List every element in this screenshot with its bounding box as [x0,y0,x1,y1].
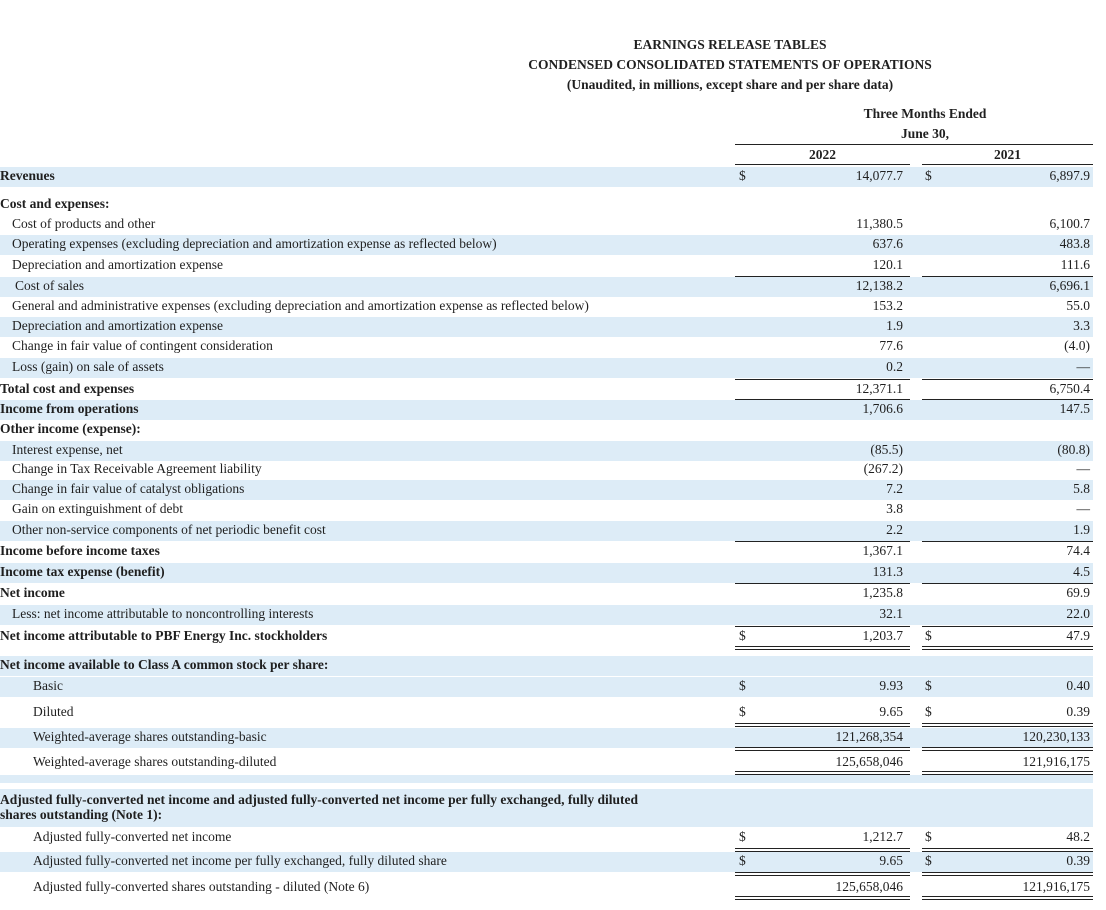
table-row [0,521,1093,541]
value-2021: 0.39 [1066,853,1090,868]
row-label: Net income [0,585,65,600]
currency-symbol-2022: $ [739,853,746,868]
row-label: Total cost and expenses [0,381,135,396]
table-row [0,677,1093,697]
table-row [0,317,1093,337]
table-row [0,563,1093,583]
table-row [0,337,1093,357]
value-2022: 77.6 [879,338,903,353]
value-2022: (85.5) [870,442,903,457]
value-2022: 0.2 [886,359,903,374]
table-row [0,500,1093,520]
value-2021: — [1076,359,1090,374]
value-2022: 1,706.6 [862,401,903,416]
currency-symbol-2021: $ [925,628,932,643]
adjusted-heading-band [0,789,1093,827]
rule-net-income-2021 [922,583,1093,584]
value-2022: 12,138.2 [855,278,903,293]
currency-symbol-2021: $ [925,678,932,693]
double-rule-shares-diluted-2022 [735,771,910,775]
row-label: Depreciation and amortization expense [12,257,224,272]
value-2021: 6,897.9 [1049,168,1090,183]
double-rule-adj-shares-2022 [735,896,910,900]
value-2021: — [1076,501,1090,516]
value-2021: 1.9 [1073,522,1090,537]
row-label: Less: net income attributable to noncontrolling interests [12,606,314,621]
value-2022: 14,077.7 [855,168,903,183]
value-2021: 47.9 [1066,628,1090,643]
value-2022: 2.2 [886,522,903,537]
value-2021: (4.0) [1064,338,1090,353]
value-2022: 1,235.8 [862,585,903,600]
double-rule-net-income-2022 [735,646,910,650]
value-2021: 3.3 [1073,318,1090,333]
value-2021: 74.4 [1066,543,1090,558]
value-2022: 121,268,354 [835,729,903,744]
table-row [0,728,1093,748]
value-2022: (267.2) [863,461,903,476]
currency-symbol-2022: $ [739,829,746,844]
adjusted-heading-line1: Adjusted fully-converted net income and adjusted fully-converted net income per fully exchanged, fully diluted [0,792,638,807]
value-2022: 32.1 [879,606,903,621]
rule-total-cost-2022 [735,379,910,380]
rule-income-ops-2021 [922,399,1093,400]
value-2021: 69.9 [1066,585,1090,600]
row-label: Income from operations [0,401,139,416]
table-row [0,235,1093,255]
currency-symbol-2022: $ [739,704,746,719]
row-label: Cost of sales [15,278,84,293]
currency-symbol-2022: $ [739,628,746,643]
row-label: Cost of products and other [12,216,156,231]
value-2022: 1.9 [886,318,903,333]
column-rule-2022 [735,164,910,165]
value-2021: 6,696.1 [1049,278,1090,293]
row-label: Loss (gain) on sale of assets [12,359,164,374]
value-2021: 121,916,175 [1022,879,1090,894]
rule-total-cost-2021 [922,379,1093,380]
table-row [0,852,1093,872]
double-rule-adj-shares-2021 [922,896,1093,900]
table-row [0,297,1093,317]
row-label: Income before income taxes [0,543,160,558]
double-rule-shares-basic-2021 [922,747,1093,751]
double-rule-adj-income-2021 [922,848,1093,852]
value-2022: 153.2 [872,298,903,313]
row-label: Weighted-average shares outstanding-diluted [33,754,277,769]
table-row [0,656,1093,676]
rule-income-before-tax-2021 [922,541,1093,542]
value-2022: 1,367.1 [862,543,903,558]
rule-net-income-attr-2022 [735,626,910,627]
double-rule-adj-income-2022 [735,848,910,852]
table-row [0,256,1093,276]
table-row [0,605,1093,625]
currency-symbol-2022: $ [739,168,746,183]
table-row [0,195,1093,215]
column-header-2021: 2021 [994,147,1021,162]
value-2022: 125,658,046 [835,754,903,769]
value-2021: (80.8) [1057,442,1090,457]
row-label: Diluted [33,704,74,719]
row-label: Depreciation and amortization expense [12,318,224,333]
period-label: Three Months Ended [863,106,987,121]
currency-symbol-2021: $ [925,704,932,719]
value-2022: 9.65 [879,853,903,868]
row-label: Operating expenses (excluding depreciation and amortization expense as reflected below) [12,236,497,251]
value-2021: 6,750.4 [1049,381,1090,396]
double-rule-eps-2021 [922,723,1093,727]
statement-title: CONDENSED CONSOLIDATED STATEMENTS OF OPERATIONS [528,57,932,72]
value-2022: 9.65 [879,704,903,719]
table-row [0,480,1093,500]
value-2022: 1,203.7 [862,628,903,643]
double-rule-eps-2022 [735,723,910,727]
value-2022: 11,380.5 [856,216,903,231]
value-2021: 4.5 [1073,564,1090,579]
table-row [0,584,1093,604]
value-2021: 6,100.7 [1049,216,1090,231]
table-row [0,277,1093,297]
row-label: Interest expense, net [12,442,123,457]
row-label: Net income attributable to PBF Energy Inc. stockholders [0,628,328,643]
row-label: Change in fair value of catalyst obligations [12,481,245,496]
table-row [0,167,1093,187]
row-label: Change in fair value of contingent consideration [12,338,273,353]
row-label: Adjusted fully-converted net income [33,829,232,844]
row-label: Other non-service components of net periodic benefit cost [12,522,326,537]
row-label: Basic [33,678,63,693]
row-label: Income tax expense (benefit) [0,564,165,579]
value-2022: 7.2 [886,481,903,496]
value-2021: 0.39 [1066,704,1090,719]
value-2022: 637.6 [872,236,903,251]
double-rule-adj-eps-2022 [735,872,910,876]
report-title: EARNINGS RELEASE TABLES [633,37,827,52]
row-label: Revenues [0,168,55,183]
rule-cost-of-sales-2021 [922,276,1093,277]
column-header-2022: 2022 [809,147,836,162]
double-rule-shares-basic-2022 [735,747,910,751]
table-row [0,627,1093,647]
value-2021: 121,916,175 [1022,754,1090,769]
table-row [0,358,1093,378]
row-label: Gain on extinguishment of debt [12,501,183,516]
value-2022: 12,371.1 [855,381,903,396]
currency-symbol-2021: $ [925,853,932,868]
currency-symbol-2022: $ [739,678,746,693]
row-label: Change in Tax Receivable Agreement liability [12,461,262,476]
value-2021: 55.0 [1066,298,1090,313]
adjusted-heading-line2: shares outstanding (Note 1): [0,807,163,822]
double-rule-shares-diluted-2021 [922,771,1093,775]
value-2021: — [1076,461,1090,476]
double-rule-adj-eps-2021 [922,872,1093,876]
rule-income-before-tax-2022 [735,541,910,542]
value-2022: 1,212.7 [862,829,903,844]
value-2022: 3.8 [886,501,903,516]
rule-cost-of-sales-2022 [735,276,910,277]
table-row [0,828,1093,848]
row-label: Net income available to Class A common stock per share: [0,657,329,672]
currency-symbol-2021: $ [925,168,932,183]
value-2022: 9.93 [879,678,903,693]
value-2021: 48.2 [1066,829,1090,844]
table-row [0,460,1093,480]
period-date: June 30, [900,126,949,141]
value-2021: 120,230,133 [1022,729,1090,744]
value-2022: 125,658,046 [835,879,903,894]
value-2022: 120.1 [872,257,903,272]
table-row [0,380,1093,400]
double-rule-net-income-2021 [922,646,1093,650]
statement-subtitle: (Unaudited, in millions, except share and per share data) [566,77,894,92]
table-row [0,420,1093,440]
spacer-band [0,775,1093,783]
currency-symbol-2021: $ [925,829,932,844]
row-label: Weighted-average shares outstanding-basic [33,729,267,744]
value-2021: 483.8 [1059,236,1090,251]
row-label: Cost and expenses: [0,196,110,211]
rule-income-ops-2022 [735,399,910,400]
row-label: General and administrative expenses (excluding depreciation and amortization expense as reflected below) [12,298,589,313]
value-2021: 22.0 [1066,606,1090,621]
table-row [0,542,1093,562]
table-row [0,215,1093,235]
rule-net-income-2022 [735,583,910,584]
value-2021: 5.8 [1073,481,1090,496]
value-2021: 147.5 [1059,401,1090,416]
table-row [0,441,1093,461]
row-label: Other income (expense): [0,421,141,436]
value-2021: 111.6 [1060,257,1090,272]
column-rule-2021 [922,164,1093,165]
table-row [0,703,1093,723]
table-row [0,878,1093,898]
rule-net-income-attr-2021 [922,626,1093,627]
table-row [0,753,1093,773]
value-2022: 131.3 [872,564,903,579]
row-label: Adjusted fully-converted net income per fully exchanged, fully diluted share [33,853,447,868]
value-2021: 0.40 [1066,678,1090,693]
row-label: Adjusted fully-converted shares outstanding - diluted (Note 6) [33,879,370,894]
table-row [0,400,1093,420]
